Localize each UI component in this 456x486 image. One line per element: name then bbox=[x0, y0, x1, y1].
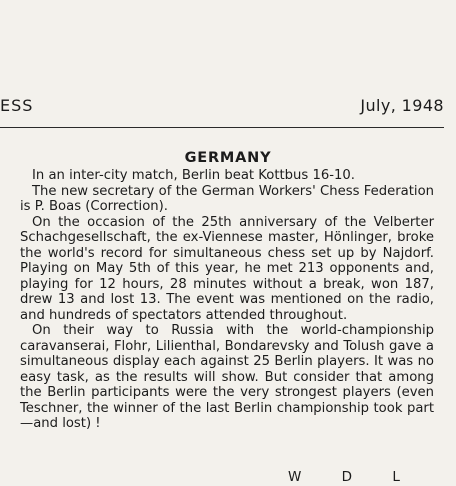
section-heading: GERMANY bbox=[184, 150, 272, 166]
paragraph: On their way to Russia with the world-championship caravanserai, Flohr, Lilienthal, Bondarevsky and Tolush gave a simultaneous display each against 25 Berlin players. It was no easy task, as the results will show. But consider that among the Berlin participants were the very strongest players (even Teschner, the winner of the last Berlin championship took part—and lost) ! bbox=[20, 323, 434, 431]
author-signature: W D L bbox=[288, 469, 418, 485]
paragraph: In an inter-city match, Berlin beat Kottbus 16-10. bbox=[32, 168, 355, 183]
header-rule bbox=[0, 127, 444, 128]
paragraph: The new secretary of the German Workers' Chess Federation is P. Boas (Correction). bbox=[20, 183, 434, 214]
paragraph: On the occasion of the 25th anniversary of the Velberter Schachgesellschaft, the ex-Viennese master, Hönlinger, broke the world's record for simultaneous chess set up by Najdorf. Playing on May 5th of this year, he met 213 opponents and, playing for 12 hours, 28 minutes without a break, won 187, drew 13 and lost 13. The event was mentioned on the radio, and hundreds of spectators attended throughout. bbox=[20, 214, 434, 323]
running-head bbox=[0, 96, 456, 118]
issue-date: July, 1948 bbox=[360, 96, 444, 115]
running-head-left: ESS bbox=[0, 96, 34, 115]
article-body bbox=[20, 168, 434, 432]
